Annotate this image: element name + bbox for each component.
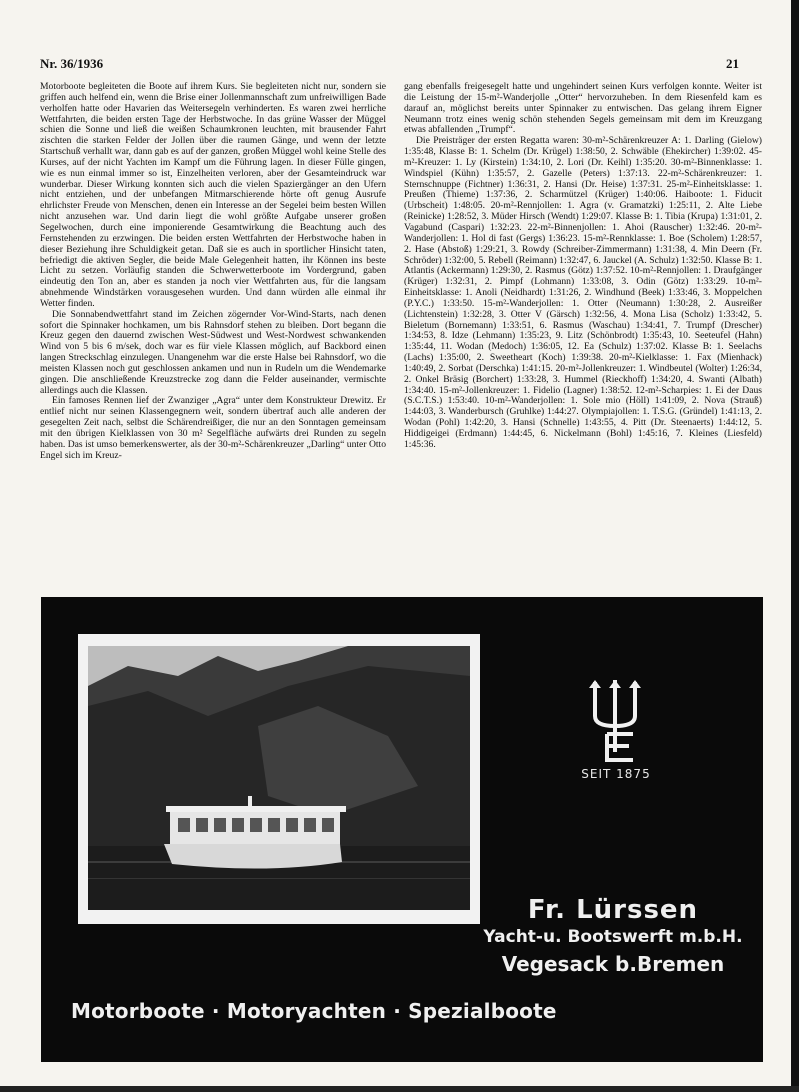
ad-tagline: Motorboote · Motoryachten · Spezialboote	[71, 999, 557, 1023]
scan-edge-bottom	[0, 1086, 799, 1092]
company-name: Fr. Lürssen	[527, 895, 699, 925]
page-number: 21	[726, 56, 739, 71]
article-column-left	[40, 82, 386, 462]
photo-frame	[78, 634, 480, 924]
trident-monogram-icon	[585, 680, 645, 800]
article-column-right	[404, 82, 762, 451]
company-location: Vegesack b.Bremen	[501, 952, 725, 976]
paragraph: gang ebenfalls freigesegelt hatte und ungehindert seinen Kurs verfolgen konnte. Weiter ist die Leistung der 15-m²-Wanderjolle „Otter“ hervorzuheben. In dem Riesenfeld kam es darauf an, möglichst bereits unter Spinnaker zu entwischen. Das gelang ihrem Eigner Neumann trotz eines wenig schön stehenden Segels gemeinsam mit dem im Kreuzgang etwas abfallenden „Trumpf“.	[404, 81, 762, 136]
results-paragraph: Die Preisträger der ersten Regatta waren: 30-m²-Schärenkreuzer A: 1. Darling (Gielow) 1:35:48, Klasse B: 1. Schelm (Dr. Krügel) 1:38:50, 2. Schwäble (Ehekircher) 1:39:02. 45-m²-Kreuzer: 1. Ly (Kirstein) 1:34:10, 2. Lori (Dr. Keihl) 1:35:20. 30-m²-Binnenklasse: 1. Windspiel (Kühn) 1:35:57, 2. Gazelle (Peters) 1:37:13. 22-m²-Schärenkreuzer: 1. Sternschnuppe (Fichtner) 1:36:31, 2. Hansi (Dr. Heise) 1:37:31. 25-m²-Einheitsklasse: 1. Preußen (Thieme) 1:37:36, 2. Scharmützel (Krüger) 1:40:06. Haiboote: 1. Fiducit (Urbscheit) 1:48:05. 20-m²-Rennjollen: 1. Agra (v. Gramatzki) 1:25:11, 2. Alte Liebe (Reinicke) 1:28:52, 3. Müder Hirsch (Wendt) 1:29:07. Klasse B: 1. Tibia (Krupa) 1:31:01, 2. Vagabund (Caspari) 1:32:23. 22-m²-Binnenjollen: 1. Ahoi (Rauscher) 1:32:46. 20-m²-Wanderjollen: 1. Hol di fast (Gergs) 1:36:23. 15-m²-Rennklasse: 1. Boe (Scholem) 1:28:57, 2. Hase (Abstoß) 1:29:21, 3. Rowdy (Schreiber-Zimmermann) 1:31:38, 4. Min Deern (Fr. Schröder) 1:32:00, 5. Rebell (Reimann) 1:32:47, 6. Jauckel (A. Schulz) 1:32:50. Klasse B: 1. Atlantis (Ackermann) 1:29:30, 2. Rasmus (Götz) 1:37:52. 10-m²-Rennjollen: 1. Draufgänger (Krüger) 1:32:31, 2. Pimpf (Lohmann) 1:33:08, 3. Odin (Götz) 1:33:29. 10-m²-Einheitsklasse: 1. Anoli (Neidhardt) 1:31:26, 2. Windhund (Beek) 1:33:46, 3. Moppelchen (P.Y.C.) 1:33:50. 15-m²-Wanderjollen: 1. Otter (Neumann) 1:30:28, 2. Ausreißer (Lichtenstein) 1:32:28, 3. Otter V (Gärsch) 1:32:56, 4. Mona Lisa (Scholz) 1:33:42, 5. Bieletum (Bornemann) 1:33:51, 6. Rasmus (Waschau) 1:34:41, 7. Trumpf (Drescher) 1:34:53, 8. Idze (Lehmann) 1:35:23, 9. Litz (Schönbrodt) 1:35:43, 10. Seeteufel (Hahn) 1:35:44, 11. Wodan (Medoch) 1:36:05, 12. Ea (Schulz) 1:37:02. Klasse B: 1. Seelachs (Lachs) 1:35:00, 2. Sweetheart (Koch) 1:39:38. 20-m²-Kielklasse: 1. Fax (Mienhack) 1:40:49, 2. Sorbat (Derschka) 1:41:15. 20-m²-Jollenkreuzer: 1. Windbeutel (Wolter) 1:26:34, 2. Onkel Bräsig (Borchert) 1:33:28, 3. Hummel (Rieckhoff) 1:34:20, 4. Swanti (Albath) 1:34:40. 15-m²-Jollenkreuzer: 1. Fidelio (Lagner) 1:38:52. 12-m²-Scharpies: 1. Ei der Daus (S.C.T.S.) 1:53:40. 10-m²-Wanderjollen: 1. Sole mio (Höll) 1:41:09, 2. Nova (Strauß) 1:44:03, 3. Wanderbursch (Gruhlke) 1:44:27. Olympiajollen: 1. T.S.G. (Gründel) 1:41:13, 2. Wodan (Pohl) 1:42:20, 3. Hansi (Schnelle) 1:43:55, 4. Pitt (Dr. Steenaerts) 1:44:12, 5. Hiddigeigei (Erdmann) 1:44:45, 6. Nickelmann (Bohl) 1:45:16, 7. Kleines (Liesfeld) 1:45:36.	[404, 135, 762, 450]
luerssen-advertisement	[41, 597, 763, 1062]
paragraph: Motorboote begleiteten die Boote auf ihrem Kurs. Sie begleiteten nicht nur, sondern sie griffen auch helfend ein, wenn die Brise einer Jollenmannschaft zum unfreiwilligen Bade verholfen hatte oder Havarien das Weitersegeln verhinderten. Es waren zwei herrliche Wettfahrten, die beiden ersten Tage der Herbstwoche. In das grüne Wasser der Müggel schien die Sonne und ließ die weißen Schaumkronen leuchten, mit brausender Fahrt zischten die starken Felder der Jollen über die raumen Gänge, und wenn der letzte Startschuß verhallt war, dann gab es auf der ganzen, großen Müggel wohl keine Stelle des Kurses, auf der nicht Yachten im Kampf um die Führung lagen. In dieser Fülle gingen, wie es nun einmal immer so ist, Einzelheiten verloren, aber der Gesamteindruck war wunderbar. Dieser Wirkung konnten sich auch die vielen Spaziergänger an den Ufern nicht entziehen, und der unbefangen Mitmarschierende hörte oft genug Ausrufe ehrlichster Freude von Menschen, denen ein Interesse an der Segelei beim besten Willen nicht anzusehen war. Und darin liegt die wohl größte Aufgabe unserer großen Segelwochen, durch eine imponierende Gesamtwirkung die Beachtung auch des Fernstehenden zu erzwingen. Die beiden ersten Wettfahrten der Herbstwoche haben in dieser Beziehung ihre Schuldigkeit getan. Daß sie es auch in sportlicher Hinsicht taten, befriedigt die aktiven Segler, die beide Male Gelegenheit hatten, ihr Können ins beste Licht zu setzen. Vorläufig standen die Schwerwetterboote im Vordergrund, gaben eindeutig den Ton an, aber es standen ja noch vier Wettfahrten aus, für die langsam abnehmende Windstärken vorausgesehen wurden. Und dann würden alle einmal ihr Wetter finden.	[40, 81, 386, 309]
paragraph: Die Sonnabendwettfahrt stand im Zeichen zögernder Vor-Wind-Starts, nach denen sofort die Spinnaker hochkamen, um bis Rahnsdorf stehen zu bleiben. Dort begann die Kreuz gegen den dauernd zwischen West-Südwest und West-Nordwest schwankenden Wind von 5 bis 6 m/sek, doch war es für viele Klassen möglich, auf Backbord einen langen Streckschlag einzulegen. Unangenehm war die erste Halse bei Rahnsdorf, wo die meisten Klassen noch gut geschlossen ankamen und nun in Rudeln um die Wendemarke gingen. Die anschließende Kreuzstrecke zog dann die Felder auseinander, vermischte allerdings auch die Klassen.	[40, 308, 386, 396]
company-block	[481, 895, 745, 979]
paragraph: Ein famoses Rennen lief der Zwanziger „Agra“ unter dem Konstrukteur Drewitz. Er entlief nicht nur seinen Klassengegnern weit, sondern übertraf auch alle anderen der gesegelten Zeit nach, selbst die Schärendreißiger, die nur an den Sonntagen gemeinsam mit den übrigen Kielklassen von 30 m² Segelfläche aufwärts drei Runden zu segeln haben. Das ist umso bemerkenswerter, als der 30-m²-Schärenkreuzer „Darling“ unter Otto Engel sich im Kreuz-	[40, 395, 386, 461]
page-header	[40, 56, 739, 74]
lake-mountain-boat-image	[88, 646, 470, 910]
founding-year: SEIT 1875	[581, 767, 651, 781]
issue-number: Nr. 36/1936	[40, 56, 104, 71]
scan-edge-right	[791, 0, 799, 1092]
motor-yacht-photo	[88, 646, 470, 910]
company-subtitle: Yacht-u. Bootswerft m.b.H.	[483, 927, 743, 947]
